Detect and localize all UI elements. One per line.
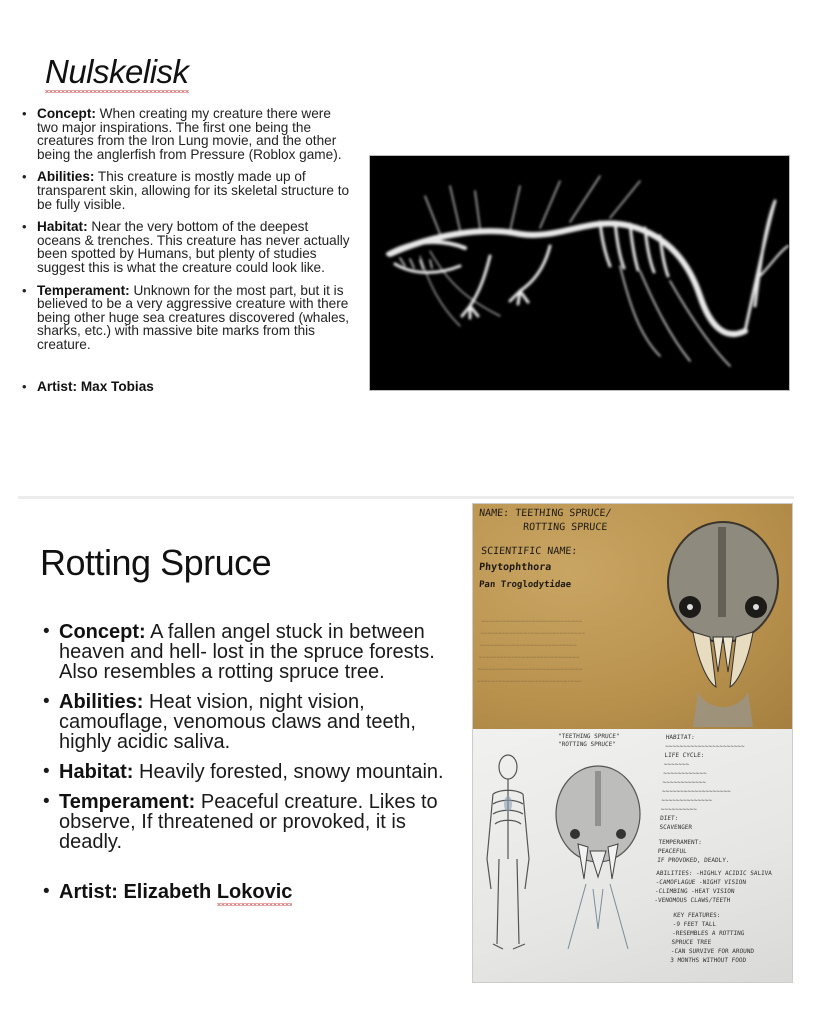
- creature-head-drawing: [548, 759, 653, 949]
- sketch-page-kraft-paper: NAME: TEETHING SPRUCE/ ROTTING SPRUCE SCIENTIFIC NAME: Phytophthora Pan Troglodytidae ~~~~~~~~~~~~~~~~~~~~~~~~~~~~ ~~~~~~~~~~~~~~~~~~~~~~~~~~~~~ ~~~~~~~~~~~~~~~~~~~~~~~~~~~ ~~~~~~~~~~~~~~~~~~~~~~~~~~~~ ~~~~~~~~~~~~~~~~~~~~~~~~~~~~~ ~~~~~~~~~~~~~~~~~~~~~~~~~~~~~: [473, 504, 792, 729]
- attribute-abilities: • Abilities: Heat vision, night vision, camouflage, venomous claws and teeth, highly acidic saliva.: [40, 692, 450, 752]
- creature-title-rotting-spruce: Rotting Spruce: [40, 542, 272, 583]
- nulskelisk-artwork-image: [369, 155, 790, 391]
- section-divider: [18, 496, 794, 499]
- sketch-page-white-paper: "TEETHING SPRUCE" "ROTTING SPRUCE" HABITAT: ~~~~~~~~~~~~~~~~~~~~~~ LIFE CYCLE: ~~~~~~~ ~~~~~~~~~~~~ ~~~~~~~~~~~~ ~~~~~~~~~~~~~~~~~~~ ~~~~~~~~~~~~~~ ~~~~~~~~~~ DIET: SCAVENGER TEMPERAMENT: PEACEFUL IF PROVOKED, DEADLY. ABILITIES: -HIGHLY ACIDIC SALIVA -CAMOFLAGUE -NIGHT VISION -CLIMBING -HEAT VISION -VENOMOUS CLAWS/TEETH KEY FEATURES: -9 FEET TALL -RESEMBLES A ROTTING SPRUCE TREE -CAN SURVIVE FOR AROUND 3 MONTHS WITHOUT FOOD: [473, 729, 792, 983]
- spellcheck-underline: [45, 90, 189, 93]
- attribute-artist: • Artist: Elizabeth Lokovic: [40, 882, 450, 902]
- creature-title-nulskelisk: [45, 52, 189, 93]
- full-body-skeleton-drawing: [481, 749, 536, 959]
- rotting-spruce-sketch-image: [472, 503, 793, 983]
- attribute-habitat: • Habitat: Heavily forested, snowy mountain.: [40, 762, 450, 782]
- attribute-concept: • Concept: A fallen angel stuck in between heaven and hell- lost in the spruce forests. Also resembles a rotting spruce tree.: [40, 622, 450, 682]
- attribute-concept: • Concept: When creating my creature there were two major inspirations. The first one being the creatures from the Iron Lung movie, and the other being the anglerfish from Pressure (Roblox game).: [18, 107, 353, 161]
- sketch-handwritten-paragraph: ~~~~~~~~~~~~~~~~~~~~~~~~~~~~ ~~~~~~~~~~~~~~~~~~~~~~~~~~~~~ ~~~~~~~~~~~~~~~~~~~~~~~~~~~ ~~~~~~~~~~~~~~~~~~~~~~~~~~~~ ~~~~~~~~~~~~~~~~~~~~~~~~~~~~~ ~~~~~~~~~~~~~~~~~~~~~~~~~~~~~: [476, 618, 586, 685]
- nulskelisk-attribute-list: [18, 107, 353, 402]
- skeletal-creature-illustration: [370, 156, 790, 391]
- rotting-spruce-attribute-list: [40, 622, 450, 912]
- attribute-temperament: • Temperament: Peaceful creature. Likes to observe, If threatened or provoked, it is deadly.: [40, 792, 450, 852]
- skull-face-drawing: [658, 512, 788, 727]
- spellcheck-underlined-word: Lokovic: [216, 881, 293, 903]
- title-text: Nulskelisk: [45, 53, 189, 90]
- attribute-habitat: • Habitat: Near the very bottom of the deepest oceans & trenches. This creature has never actually been spotted by Humans, but plenty of studies suggest this is what the creature could look like.: [18, 220, 353, 274]
- attribute-abilities: • Abilities: This creature is mostly made up of transparent skin, allowing for its skeletal structure to be fully visible.: [18, 170, 353, 211]
- attribute-artist: • Artist: Max Tobias: [18, 380, 353, 394]
- sketch-notes-column: HABITAT: ~~~~~~~~~~~~~~~~~~~~~~ LIFE CYCLE: ~~~~~~~ ~~~~~~~~~~~~ ~~~~~~~~~~~~ ~~~~~~~~~~~~~~~~~~~ ~~~~~~~~~~~~~~ ~~~~~~~~~~ DIET: SCAVENGER TEMPERAMENT: PEACEFUL IF PROVOKED, DEADLY. ABILITIES: -HIGHLY ACIDIC SALIVA -CAMOFLAGUE -NIGHT VISION -CLIMBING -HEAT VISION -VENOMOUS CLAWS/TEETH KEY FEATURES: -9 FEET TALL -RESEMBLES A ROTTING SPRUCE TREE -CAN SURVIVE FOR AROUND 3 MONTHS WITHOUT FOOD: [654, 734, 773, 964]
- attribute-temperament: • Temperament: Unknown for the most part, but it is believed to be a very aggressive creature with there being other huge sea creatures discovered (whales, sharks, etc.) with massive bite marks from this creature.: [18, 284, 353, 352]
